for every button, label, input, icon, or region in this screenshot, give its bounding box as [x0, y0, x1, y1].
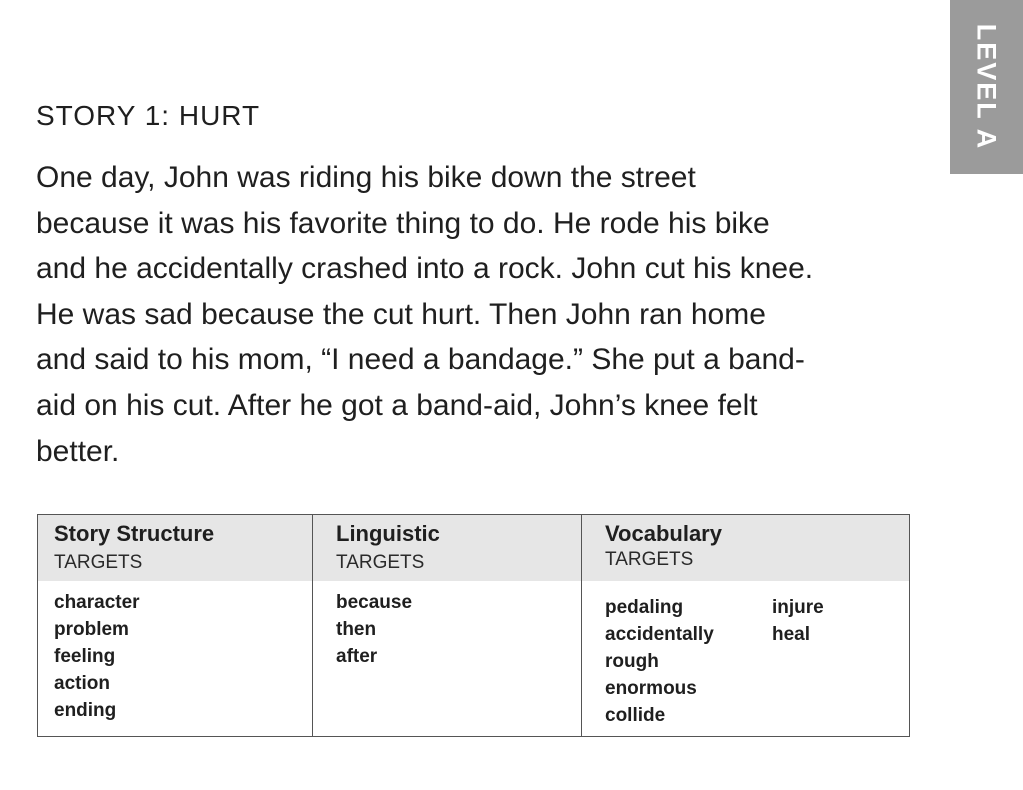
list-item: after — [336, 646, 378, 667]
list-item: collide — [605, 705, 666, 726]
list-item: accidentally — [605, 624, 714, 645]
list-item: ending — [54, 700, 117, 721]
column-title: Linguistic — [336, 521, 440, 546]
list-item: because — [336, 592, 413, 613]
story-structure-column — [38, 515, 312, 736]
story-line: better. — [36, 434, 120, 468]
column-subtitle: TARGETS — [54, 552, 143, 573]
vocabulary-column — [582, 515, 909, 736]
list-item: pedaling — [605, 597, 684, 618]
linguistic-list — [336, 589, 412, 670]
linguistic-column — [313, 515, 581, 736]
list-item: feeling — [54, 646, 116, 667]
list-item: injure — [772, 597, 824, 618]
column-subtitle: TARGETS — [336, 552, 425, 573]
vocabulary-list — [605, 594, 714, 729]
story-line: aid on his cut. After he got a band-aid, John’s knee felt — [36, 388, 758, 422]
list-item: problem — [54, 619, 129, 640]
list-item: enormous — [605, 678, 697, 699]
list-item: action — [54, 673, 110, 694]
targets-table — [37, 514, 910, 737]
list-item: then — [336, 619, 377, 640]
story-line: because it was his favorite thing to do. He rode his bike — [36, 206, 770, 240]
column-title: Story Structure — [54, 521, 215, 546]
story-line: and he accidentally crashed into a rock. John cut his knee. — [36, 252, 814, 286]
story-text — [36, 155, 926, 474]
list-item: character — [54, 592, 140, 613]
level-tab — [950, 0, 1023, 174]
list-item: rough — [605, 651, 659, 672]
story-structure-list — [54, 589, 140, 724]
level-label: LEVEL A — [971, 23, 1002, 151]
story-line: One day, John was riding his bike down the street — [36, 161, 696, 194]
column-title: Vocabulary — [605, 521, 722, 546]
column-subtitle: TARGETS — [605, 549, 694, 570]
story-line: and said to his mom, “I need a bandage.” She put a band- — [36, 343, 805, 377]
list-item: heal — [772, 624, 811, 645]
vocabulary-list-secondary — [772, 594, 824, 648]
story-line: He was sad because the cut hurt. Then John ran home — [36, 297, 766, 331]
story-title: STORY 1: HURT — [36, 100, 261, 131]
